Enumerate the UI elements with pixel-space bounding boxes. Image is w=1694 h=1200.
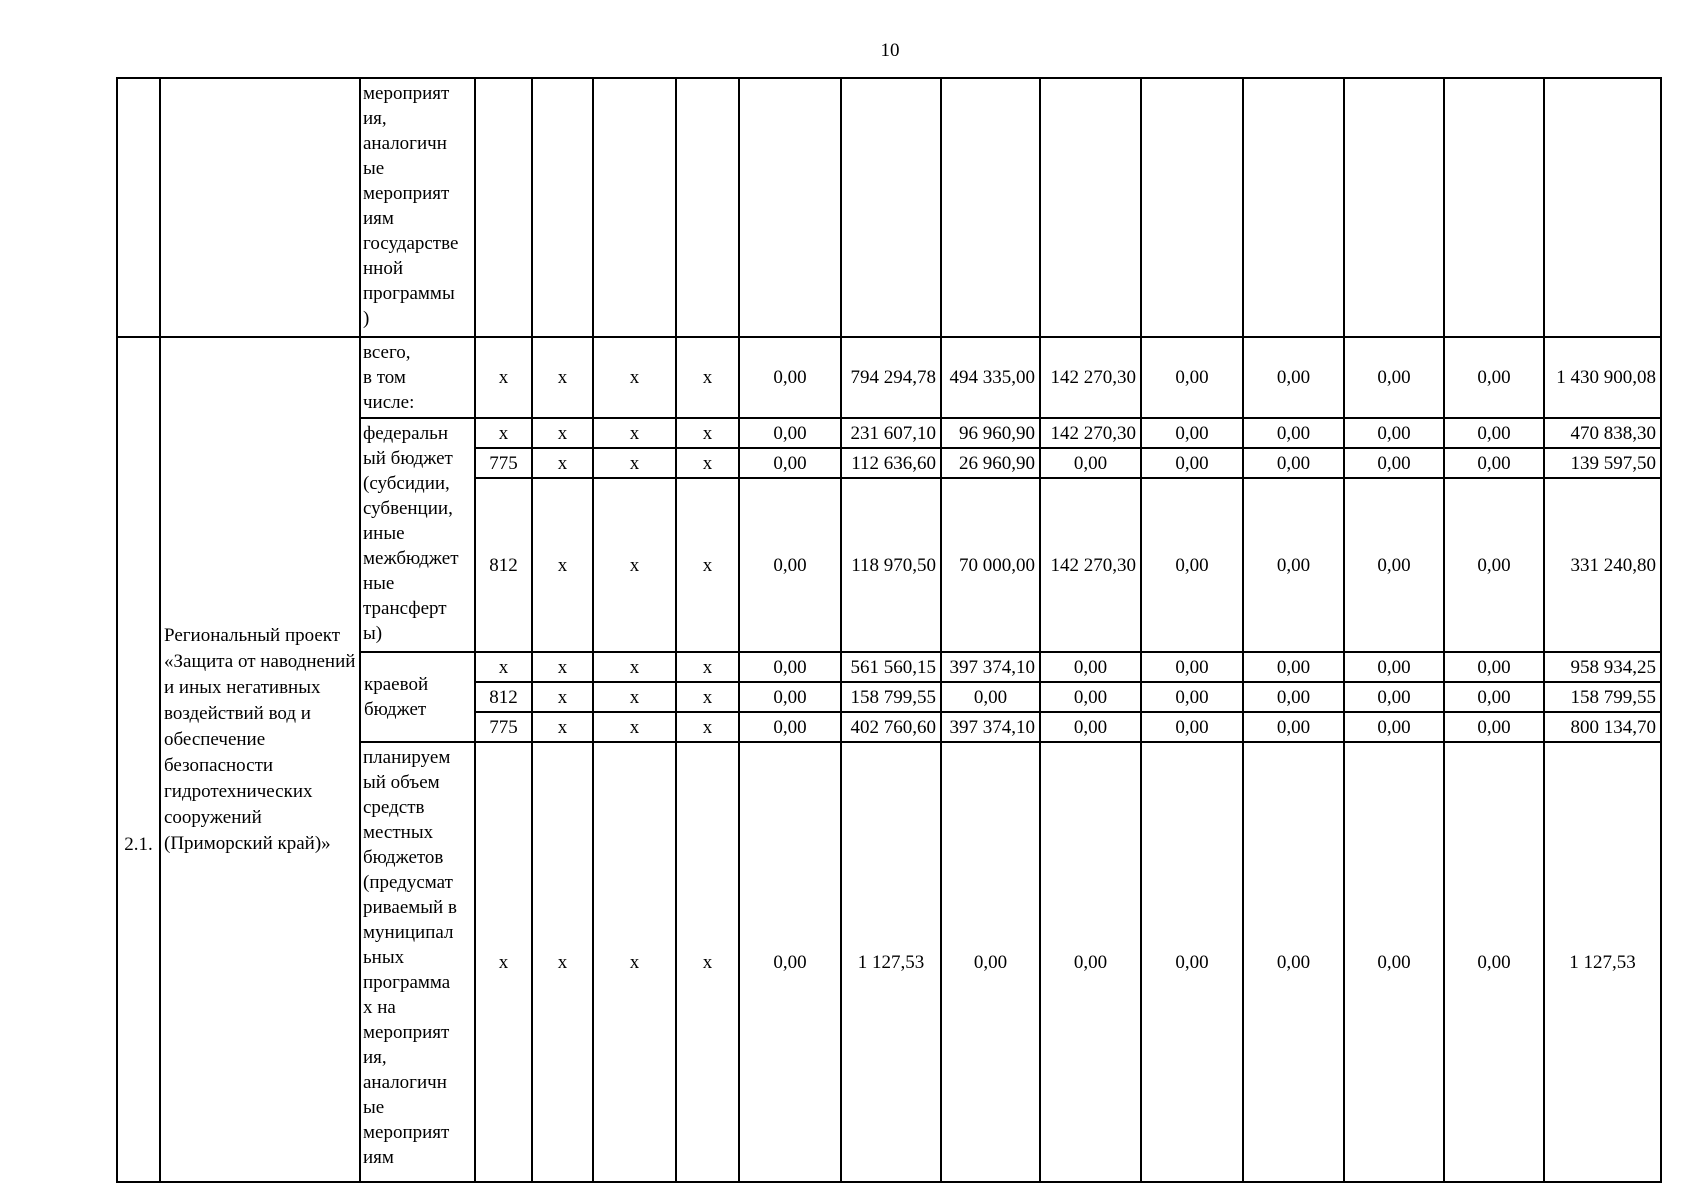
cell-name	[160, 78, 360, 337]
table-row: федеральн ый бюджет (субсидии, субвенции, иные межбюджет ные трансферт ы) x x x x 0,00 231 607,10 96 960,90 142 270,30 0,00 0,00 0,00 0,00 470 838,30	[117, 418, 1661, 448]
table-row: 812 x x x 0,00 158 799,55 0,00 0,00 0,00 0,00 0,00 0,00 158 799,55	[117, 682, 1661, 712]
project-number: 2.1.	[117, 337, 160, 1182]
table-row: 2.1. Региональный проект «Защита от наводнений и иных негативных воздействий вод и обеспечение безопасности гидротехнических сооружений (Приморский край)» всего, в том числе: x x x x 0,00 794 294,78 494 335,00 142 270,30 0,00 0,00 0,00 0,00 1 430 900,08	[117, 337, 1661, 418]
cell-source: мероприят ия, аналогичн ые мероприят иям государстве нной программы )	[360, 78, 475, 337]
table-row: краевой бюджет x x x x 0,00 561 560,15 397 374,10 0,00 0,00 0,00 0,00 0,00 958 934,25	[117, 652, 1661, 682]
cell-number	[117, 78, 160, 337]
project-name: Региональный проект «Защита от наводнений и иных негативных воздействий вод и обеспечение безопасности гидротехнических сооружений (Приморский край)»	[160, 337, 360, 1182]
table-row: 775 x x x 0,00 112 636,60 26 960,90 0,00 0,00 0,00 0,00 0,00 139 597,50	[117, 448, 1661, 478]
table-row: 775 x x x 0,00 402 760,60 397 374,10 0,00 0,00 0,00 0,00 0,00 800 134,70	[117, 712, 1661, 742]
cell-source: краевой бюджет	[360, 652, 475, 742]
table-row	[117, 78, 1661, 337]
cell-source: планируем ый объем средств местных бюджетов (предусмат риваемый в муниципал ьных программа х на мероприят ия, аналогичн ые мероприят иям	[360, 742, 475, 1182]
cell-source: федеральн ый бюджет (субсидии, субвенции, иные межбюджет ные трансферт ы)	[360, 418, 475, 652]
table-row: планируем ый объем средств местных бюджетов (предусмат риваемый в муниципал ьных программа х на мероприят ия, аналогичн ые мероприят иям x x x x 0,00 1 127,53 0,00 0,00 0,00 0,00 0,00 0,00 1 127,53	[117, 742, 1661, 1182]
table-row: 812 x x x 0,00 118 970,50 70 000,00 142 270,30 0,00 0,00 0,00 0,00 331 240,80	[117, 478, 1661, 652]
cell-source: всего, в том числе:	[360, 337, 475, 418]
budget-table	[116, 77, 1662, 1183]
page-number: 10	[880, 40, 900, 61]
